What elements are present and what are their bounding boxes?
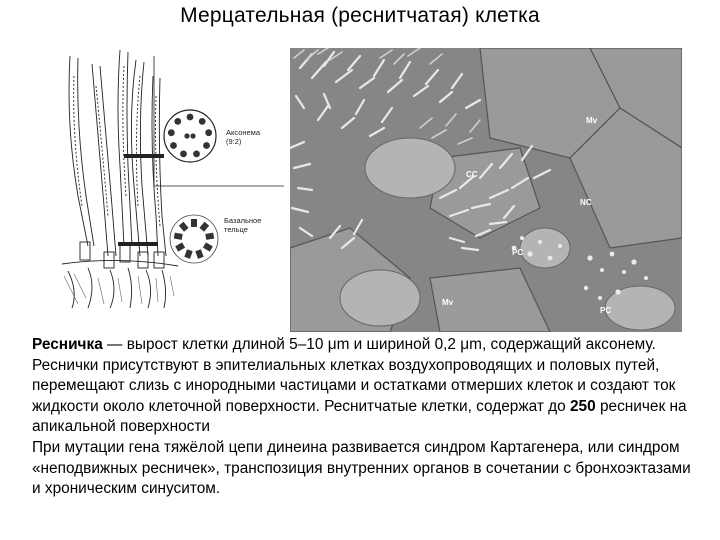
label-nc: NC: [580, 198, 592, 207]
term-cilium: Ресничка: [32, 336, 103, 353]
label-mv-bottom: Mv: [442, 298, 454, 307]
micrograph-image: [290, 48, 682, 332]
body-text: [32, 335, 692, 500]
label-pc-mid: PC: [512, 248, 524, 257]
ciliated-cell-diagram: [58, 46, 290, 308]
label-cc: CC: [466, 170, 478, 179]
basal-body-label: Базальное тельце: [224, 216, 262, 234]
micro-unit-symbol: μ: [460, 336, 470, 353]
kartagener-paragraph: При мутации гена тяжёлой цепи динеина развивается синдром Картагенера, или синдром «неподвижных ресничек», транспозиция внутренних органов в сочетании с бронхоэктазами и хроническим синуситом.: [32, 438, 691, 498]
cilia-count: 250: [570, 397, 596, 415]
cell-drawing: [58, 46, 290, 308]
definition-paragraph: Ресничка — вырост клетки длиной 5–10 μm и шириной 0,2 μm, содержащий аксонему. Реснички присутствуют в эпителиальных клетках воздухопроводящих и половых путей, перемещают слизь с инородными частицами и остатками отмерших клеток и создают ток жидкости около клеточной поверхности. Реснитчатые клетки, содержат до 250 ресничек на апикальной поверхности: [32, 336, 687, 436]
label-pc-bottom: PC: [600, 306, 612, 315]
label-mv-top: Mv: [586, 116, 598, 125]
micro-unit-symbol: μ: [327, 336, 337, 353]
axoneme-label: Аксонема (9:2): [226, 128, 261, 146]
electron-micrograph: [290, 48, 682, 332]
slide-title: Мерцательная (реснитчатая) клетка: [180, 4, 540, 27]
